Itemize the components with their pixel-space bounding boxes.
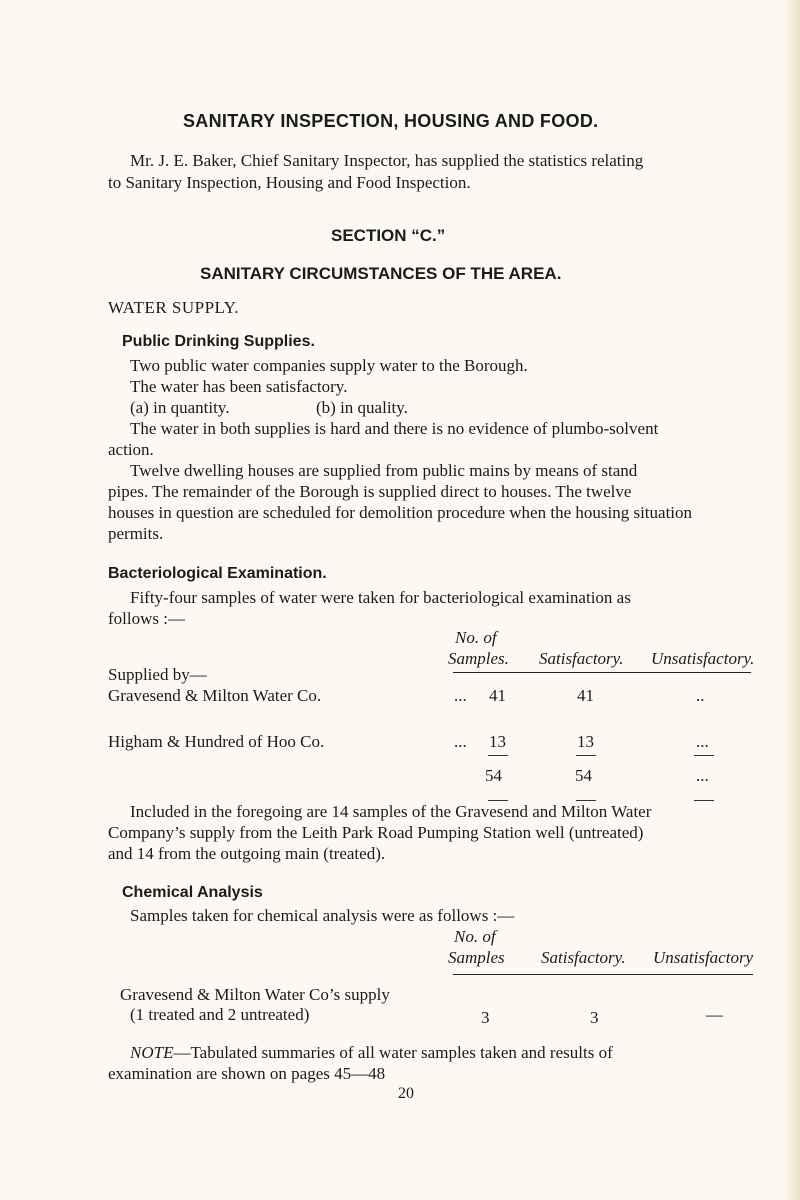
section-title: SANITARY CIRCUMSTANCES OF THE AREA. <box>200 264 562 283</box>
water-line-6: Twelve dwelling houses are supplied from public mains by means of stand <box>130 461 638 480</box>
total-rule-unsatisfactory-bottom <box>694 800 714 801</box>
bact-row-1-samples: 41 <box>489 686 506 705</box>
chem-satisfactory: 3 <box>590 1008 599 1027</box>
water-line-3b: (b) in quality. <box>316 398 408 417</box>
page-number: 20 <box>398 1085 414 1102</box>
bact-row-1-leader: ... <box>454 686 467 705</box>
section-label: SECTION “C.” <box>331 226 446 245</box>
intro-line-2: to Sanitary Inspection, Housing and Food Inspection. <box>108 173 471 192</box>
bact-row-2-unsatisfactory: ... <box>696 732 709 751</box>
bact-col-samples-2: Samples. <box>448 649 509 668</box>
water-line-2: The water has been satisfactory. <box>130 377 348 396</box>
bact-row-2-name: Higham & Hundred of Hoo Co. <box>108 732 325 751</box>
chem-col-satisfactory: Satisfactory. <box>541 948 626 967</box>
bact-row-2-samples: 13 <box>489 732 506 751</box>
water-line-3a: (a) in quantity. <box>130 398 230 417</box>
bacteriological-heading: Bacteriological Examination. <box>108 565 327 582</box>
chem-col-samples-2: Samples <box>448 948 505 967</box>
total-rule-samples-top <box>488 755 508 756</box>
bacteriological-intro-1: Fifty-four samples of water were taken for bacteriological examination as <box>130 588 631 607</box>
total-rule-satisfactory-bottom <box>576 800 596 801</box>
page-edge-shading <box>784 0 800 1200</box>
chemical-intro: Samples taken for chemical analysis were as follows :— <box>130 906 515 925</box>
water-line-7: pipes. The remainder of the Borough is supplied direct to houses. The twelve <box>108 482 632 501</box>
bact-col-satisfactory: Satisfactory. <box>539 649 624 668</box>
chem-col-samples-1: No. of <box>454 927 496 946</box>
water-line-9: permits. <box>108 524 164 543</box>
note-line-2: examination are shown on pages 45—48 <box>108 1064 386 1083</box>
bacteriological-intro-2: follows :— <box>108 609 185 628</box>
chem-samples: 3 <box>481 1008 490 1027</box>
chem-header-rule <box>453 974 753 975</box>
bact-header-rule <box>453 672 751 673</box>
page-heading: SANITARY INSPECTION, HOUSING AND FOOD. <box>183 111 599 131</box>
total-rule-samples-bottom <box>488 800 508 801</box>
bact-row-1-satisfactory: 41 <box>577 686 594 705</box>
note-line-1 <box>130 1043 613 1063</box>
bact-note-1: Included in the foregoing are 14 samples of the Gravesend and Milton Water <box>130 802 652 821</box>
supplied-by-label: Supplied by— <box>108 665 207 684</box>
bact-note-2: Company’s supply from the Leith Park Road Pumping Station well (untreated) <box>108 823 644 842</box>
chem-row-line-1: Gravesend & Milton Water Co’s supply <box>120 985 390 1004</box>
water-supply-heading: WATER SUPPLY. <box>108 298 240 317</box>
note-label: NOTE <box>130 1043 174 1062</box>
bact-col-samples-1: No. of <box>455 628 497 647</box>
bact-row-2-satisfactory: 13 <box>577 732 594 751</box>
water-line-8: houses in question are scheduled for demolition procedure when the housing situation <box>108 503 693 522</box>
water-line-4: The water in both supplies is hard and there is no evidence of plumbo-solvent <box>130 419 659 438</box>
total-rule-satisfactory-top <box>576 755 596 756</box>
chem-col-unsatisfactory: Unsatisfactory <box>653 948 754 967</box>
bact-total-satisfactory: 54 <box>575 766 592 785</box>
bact-row-1-unsatisfactory: .. <box>696 686 705 705</box>
bact-col-unsatisfactory: Unsatisfactory. <box>651 649 755 668</box>
water-line-1: Two public water companies supply water to the Borough. <box>130 356 528 375</box>
note-text-1: —Tabulated summaries of all water samples taken and results of <box>173 1043 613 1062</box>
public-drinking-heading: Public Drinking Supplies. <box>122 333 315 350</box>
bact-row-2-leader: ... <box>454 732 467 751</box>
chem-row-line-2: (1 treated and 2 untreated) <box>130 1005 310 1024</box>
chemical-heading: Chemical Analysis <box>122 884 263 901</box>
water-line-5: action. <box>108 440 154 459</box>
intro-line-1: Mr. J. E. Baker, Chief Sanitary Inspector, has supplied the statistics relating <box>130 151 644 170</box>
bact-row-1-name: Gravesend & Milton Water Co. <box>108 686 322 705</box>
total-rule-unsatisfactory-top <box>694 755 714 756</box>
bact-total-samples: 54 <box>485 766 502 785</box>
chem-unsatisfactory: — <box>706 1005 723 1024</box>
bact-total-unsatisfactory: ... <box>696 766 709 785</box>
bact-note-3: and 14 from the outgoing main (treated). <box>108 844 386 863</box>
